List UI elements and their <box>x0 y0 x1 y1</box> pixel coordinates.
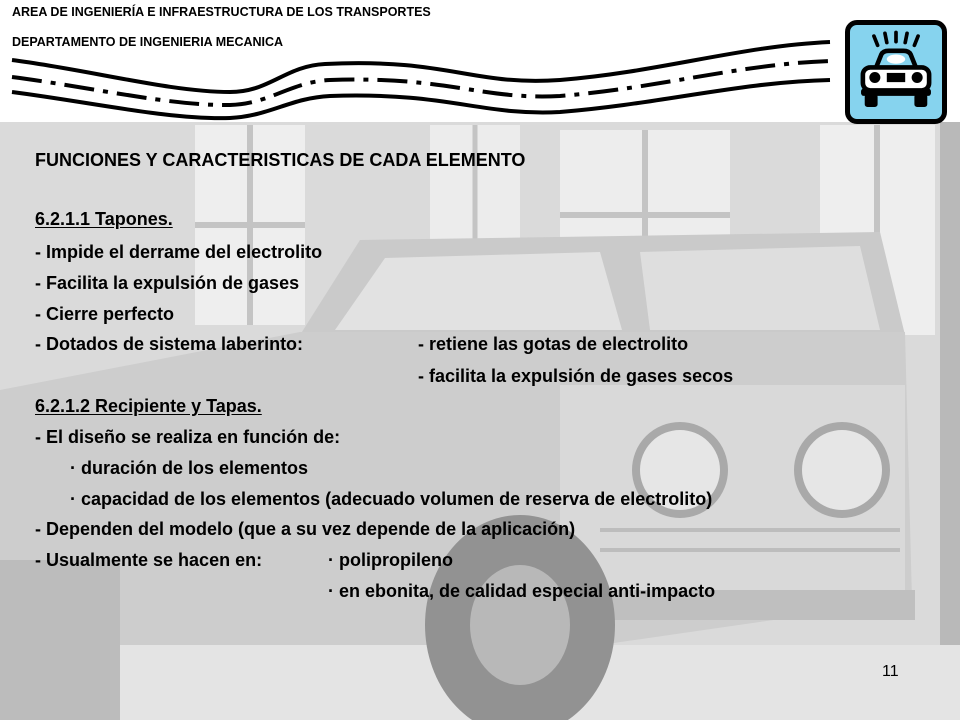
labyrinth-effect: - facilita la expulsión de gases secos <box>418 366 734 386</box>
material-option: · polipropileno <box>328 550 453 570</box>
tapones-heading: 6.2.1.1 Tapones. <box>35 209 173 229</box>
slide-title: FUNCIONES Y CARACTERISTICAS DE CADA ELEMENTO <box>35 150 526 170</box>
labyrinth-label: - Dotados de sistema laberinto: <box>35 334 304 354</box>
road-graphic <box>0 0 960 130</box>
recipiente-heading: 6.2.1.2 Recipiente y Tapas. <box>35 396 262 416</box>
page-number: 11 <box>882 663 899 680</box>
labyrinth-effect: - retiene las gotas de electrolito <box>418 334 689 354</box>
tapones-item: - Cierre perfecto <box>35 304 175 324</box>
header-area-title: AREA DE INGENIERÍA E INFRAESTRUCTURA DE LOS TRANSPORTES <box>12 5 431 19</box>
header-department-title: DEPARTAMENTO DE INGENIERIA MECANICA <box>12 35 284 49</box>
material-option: · en ebonita, de calidad especial anti-impacto <box>328 581 716 601</box>
tapones-item: - Facilita la expulsión de gases <box>35 273 300 293</box>
design-factor: · capacidad de los elementos (adecuado volumen de reserva de electrolito) <box>70 489 713 509</box>
car-logo <box>845 20 947 124</box>
design-factor: · duración de los elementos <box>70 458 309 478</box>
design-intro: - El diseño se realiza en función de: <box>35 427 341 447</box>
materials-label: - Usualmente se hacen en: <box>35 550 263 570</box>
tapones-item: - Impide el derrame del electrolito <box>35 242 323 262</box>
car-icon <box>850 25 942 119</box>
dependence-item: - Dependen del modelo (que a su vez depende de la aplicación) <box>35 519 576 539</box>
